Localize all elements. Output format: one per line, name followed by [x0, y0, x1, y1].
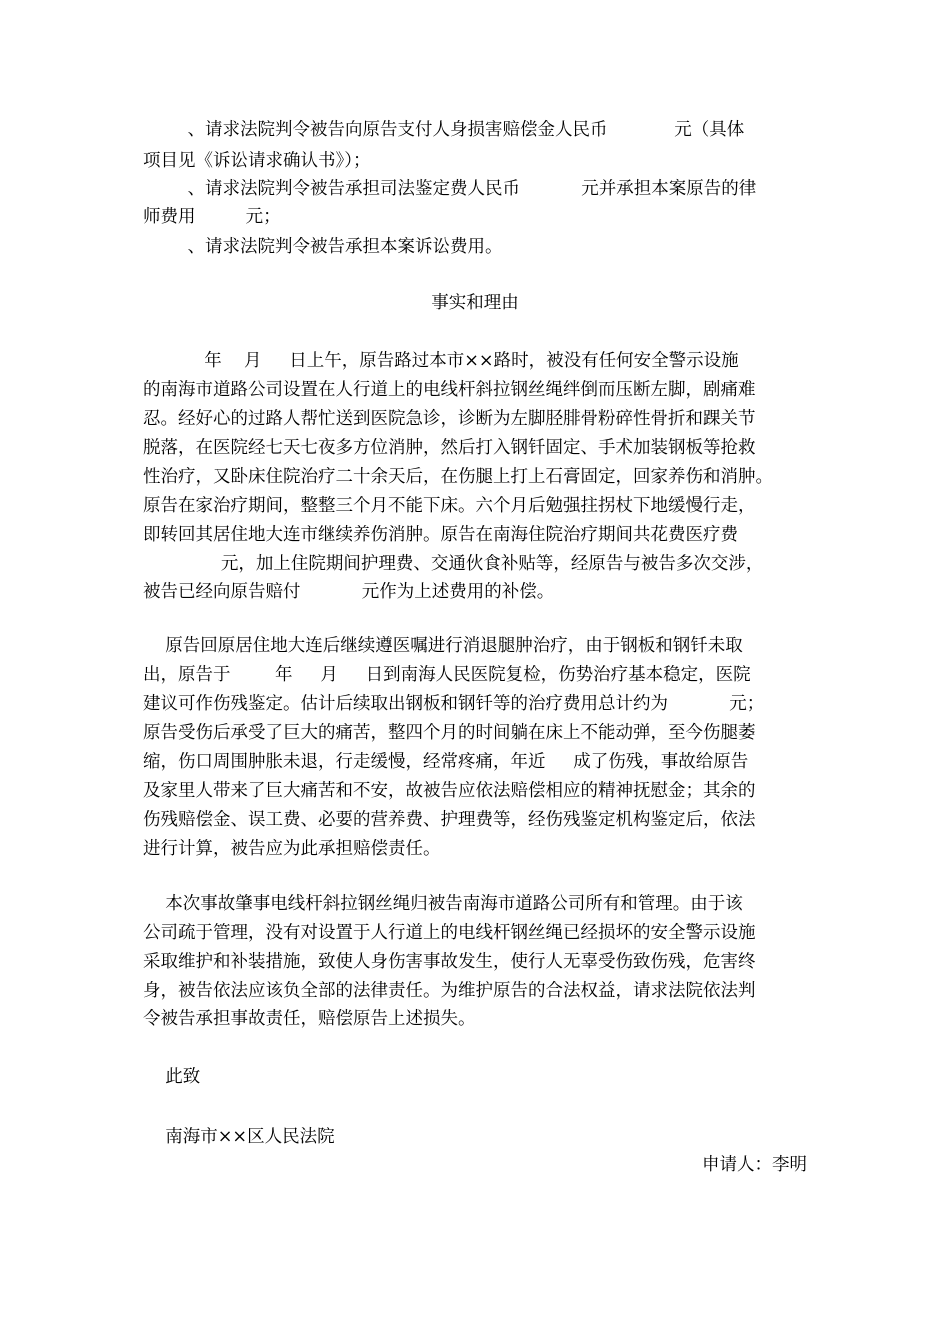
paragraph-2-line: 原告回原居住地大连后继续遵医嘱进行消退腿肿治疗，由于钢板和钢钎未取 — [143, 636, 743, 656]
paragraph-1-line: 原告在家治疗期间，整整三个月不能下床。六个月后勉强拄拐杖下地缓慢行走， — [143, 496, 756, 516]
paragraph-3-line: 采取维护和补装措施，致使人身伤害事故发生，使行人无辜受伤致伤残，危害终 — [143, 952, 756, 972]
paragraph-1-line: 的南海市道路公司设置在人行道上的电线杆斜拉钢丝绳绊倒而压断左脚，剧痛难 — [143, 380, 756, 400]
paragraph-1-line: 性治疗，又卧床住院治疗二十余天后，在伤腿上打上石膏固定，回家养伤和消肿。 — [143, 467, 773, 487]
paragraph-1-line: 元，加上住院期间护理费、交通伙食补贴等，经原告与被告多次交涉， — [143, 554, 764, 574]
paragraph-1-line: 即转回其居住地大连市继续养伤消肿。原告在南海住院治疗期间共花费医疗费 — [143, 525, 738, 545]
closing-salutation: 此致 — [143, 1067, 201, 1087]
paragraph-1-line: 被告已经向原告赔付 元作为上述费用的补偿。 — [143, 582, 555, 602]
applicant-signature: 申请人：李明 — [702, 1155, 807, 1175]
paragraph-2-line: 出，原告于 年 月 日到南海人民医院复检，伤势治疗基本稳定，医院 — [143, 665, 751, 685]
paragraph-2-line: 进行计算，被告应为此承担赔偿责任。 — [143, 839, 441, 859]
paragraph-1-line: 年 月 日上午，原告路过本市××路时，被没有任何安全警示设施 — [143, 351, 739, 371]
paragraph-2-line: 伤残赔偿金、误工费、必要的营养费、护理费等，经伤残鉴定机构鉴定后，依法 — [143, 810, 756, 830]
request-line-4: 师费用 元； — [143, 207, 281, 227]
paragraph-3-line: 身，被告依法应该负全部的法律责任。为维护原告的合法权益，请求法院依法判 — [143, 981, 756, 1001]
section-title: 事实和理由 — [431, 293, 519, 313]
paragraph-1-line: 脱落，在医院经七天七夜多方位消肿，然后打入钢钎固定、手术加装钢板等抢救 — [143, 438, 756, 458]
paragraph-2-line: 建议可作伤残鉴定。估计后续取出钢板和钢钎等的治疗费用总计约为 元； — [143, 694, 765, 714]
request-line-5: 、请求法院判令被告承担本案诉讼费用。 — [143, 237, 503, 257]
paragraph-3-line: 本次事故肇事电线杆斜拉钢丝绳归被告南海市道路公司所有和管理。由于该 — [143, 894, 743, 914]
request-line-1: 、请求法院判令被告向原告支付人身损害赔偿金人民币 元（具体 — [143, 120, 745, 140]
request-line-2: 项目见《诉讼请求确认书》）； — [143, 151, 371, 171]
paragraph-2-line: 原告受伤后承受了巨大的痛苦，整四个月的时间躺在床上不能动弹，至今伤腿萎 — [143, 723, 756, 743]
request-line-3: 、请求法院判令被告承担司法鉴定费人民币 元并承担本案原告的律 — [143, 179, 757, 199]
paragraph-2-line: 及家里人带来了巨大痛苦和不安，故被告应依法赔偿相应的精神抚慰金；其余的 — [143, 781, 756, 801]
paragraph-1-line: 忍。经好心的过路人帮忙送到医院急诊，诊断为左脚胫腓骨粉碎性骨折和踝关节 — [143, 409, 756, 429]
paragraph-3-line: 令被告承担事故责任，赔偿原告上述损失。 — [143, 1009, 476, 1029]
paragraph-2-line: 缩，伤口周围肿胀未退，行走缓慢，经常疼痛，年近 成了伤残，事故给原告 — [143, 752, 749, 772]
paragraph-3-line: 公司疏于管理，没有对设置于人行道上的电线杆钢丝绳已经损坏的安全警示设施 — [143, 923, 756, 943]
court-name: 南海市××区人民法院 — [143, 1127, 335, 1147]
